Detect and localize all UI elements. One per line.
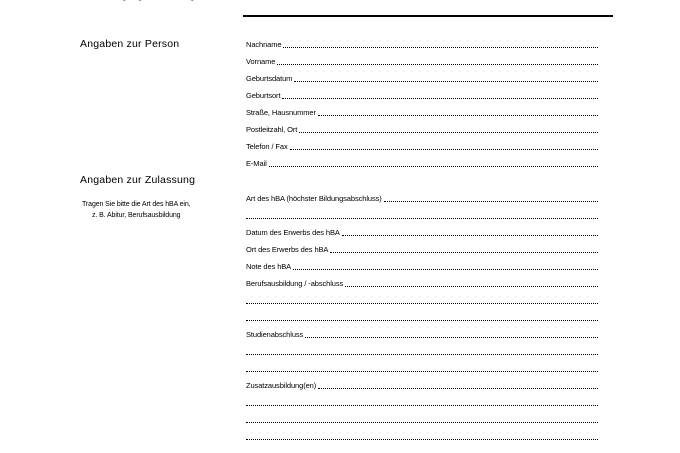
- fill-line: [384, 201, 598, 202]
- field-strasse-hausnummer[interactable]: [246, 108, 598, 118]
- field-label: Geburtsort: [246, 91, 281, 100]
- field-studienabschluss[interactable]: [246, 330, 598, 340]
- field-label: Note des hBA: [246, 262, 292, 271]
- field-label: Postleitzahl, Ort: [246, 125, 298, 134]
- field-blank-line[interactable]: [246, 364, 598, 374]
- field-label: Straße, Hausnummer: [246, 108, 316, 117]
- fill-line: [342, 235, 598, 236]
- fill-line: [330, 252, 598, 253]
- field-blank-line[interactable]: [246, 432, 598, 442]
- field-blank-line[interactable]: [246, 415, 598, 425]
- field-datum-erwerb-hba[interactable]: [246, 228, 598, 238]
- fill-line: [318, 388, 598, 389]
- field-note-hba[interactable]: [246, 262, 598, 272]
- fill-line: [246, 371, 598, 372]
- zulassung-hint: [82, 199, 191, 221]
- field-blank-line[interactable]: [246, 313, 598, 323]
- field-vorname[interactable]: [246, 57, 598, 67]
- field-blank-line[interactable]: [246, 398, 598, 408]
- fill-line: [290, 149, 598, 150]
- fill-line: [293, 269, 598, 270]
- field-telefon-fax[interactable]: [246, 142, 598, 152]
- field-blank-line[interactable]: [246, 211, 598, 221]
- fill-line: [246, 218, 598, 219]
- fill-line: [246, 303, 598, 304]
- hint-line-1: Tragen Sie bitte die Art des hBA ein,: [82, 201, 191, 208]
- fill-line: [277, 64, 598, 65]
- field-ort-erwerb-hba[interactable]: [246, 245, 598, 255]
- field-label: Datum des Erwerbs des hBA: [246, 228, 340, 237]
- fill-line: [246, 439, 598, 440]
- section-zulassung-heading: Angaben zur Zulassung: [80, 174, 196, 186]
- field-email[interactable]: [246, 159, 598, 169]
- field-nachname[interactable]: [246, 40, 598, 50]
- hint-line-2: z. B. Abitur, Berufsausbildung: [92, 212, 181, 219]
- field-label: Berufsausbildung / -abschluss: [246, 279, 344, 288]
- section-person-heading: Angaben zur Person: [80, 38, 180, 50]
- fill-line: [294, 81, 598, 82]
- fill-line: [299, 132, 598, 133]
- form-area: [246, 0, 598, 453]
- fill-line: [246, 422, 598, 423]
- fill-line: [282, 98, 598, 99]
- field-label: Art des hBA (höchster Bildungsabschluss): [246, 194, 382, 203]
- fill-line: [345, 286, 598, 287]
- fill-line: [305, 337, 598, 338]
- fill-line: [246, 405, 598, 406]
- field-art-hba[interactable]: [246, 194, 598, 204]
- field-label: Zusatzausbildung(en): [246, 381, 317, 390]
- field-label: Ort des Erwerbs des hBA: [246, 245, 329, 254]
- field-geburtsdatum[interactable]: [246, 74, 598, 84]
- field-label: Studienabschluss: [246, 330, 304, 339]
- field-berufsausbildung[interactable]: [246, 279, 598, 289]
- fill-line: [246, 320, 598, 321]
- field-label: Nachname: [246, 40, 282, 49]
- field-blank-line[interactable]: [246, 347, 598, 357]
- field-postleitzahl-ort[interactable]: [246, 125, 598, 135]
- fill-line: [246, 354, 598, 355]
- field-label: Vorname: [246, 57, 276, 66]
- field-label: Telefon / Fax: [246, 142, 288, 151]
- field-label: Geburtsdatum: [246, 74, 293, 83]
- fill-line: [283, 47, 598, 48]
- field-geburtsort[interactable]: [246, 91, 598, 101]
- field-blank-line[interactable]: [246, 296, 598, 306]
- fill-line: [269, 166, 598, 167]
- field-label: E-Mail: [246, 159, 267, 168]
- field-zusatzausbildungen[interactable]: [246, 381, 598, 391]
- fill-line: [318, 115, 598, 116]
